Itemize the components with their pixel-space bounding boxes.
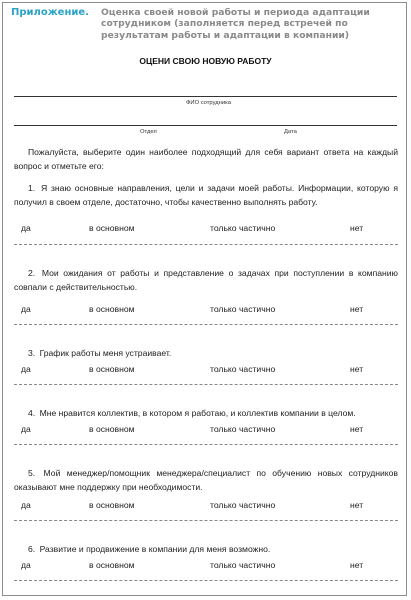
option-no[interactable]: нет: [350, 500, 364, 510]
option-partly[interactable]: только частично: [210, 304, 276, 314]
question-6: [14, 542, 398, 556]
answer-line-5[interactable]: [14, 520, 398, 521]
option-mostly[interactable]: в основном: [89, 223, 135, 233]
option-mostly[interactable]: в основном: [89, 500, 135, 510]
question-number: 2.: [28, 268, 36, 278]
answer-line-2[interactable]: [14, 324, 398, 325]
answer-options-3: [3, 364, 407, 376]
instructions-text: Пожалуйста, выберите один наиболее подходящий для себя вариант ответа на каждый вопрос и отметьте его:: [14, 147, 398, 171]
question-text: Мои ожидания от работы и представление о задачах при поступлении в компанию совпали с действительностью.: [14, 268, 399, 292]
answer-line-3[interactable]: [14, 384, 398, 385]
question-number: 6.: [28, 544, 36, 554]
instructions: [14, 145, 398, 173]
option-no[interactable]: нет: [350, 560, 364, 570]
option-mostly[interactable]: в основном: [89, 560, 135, 570]
answer-options-6: [3, 560, 407, 572]
option-yes[interactable]: да: [21, 424, 31, 434]
option-yes[interactable]: да: [21, 223, 31, 233]
option-yes[interactable]: да: [21, 364, 31, 374]
option-yes[interactable]: да: [21, 500, 31, 510]
fio-line[interactable]: [14, 96, 397, 97]
option-partly[interactable]: только частично: [210, 424, 276, 434]
answer-options-4: [3, 424, 407, 436]
option-partly[interactable]: только частично: [210, 223, 276, 233]
question-number: 5.: [28, 468, 36, 478]
option-mostly[interactable]: в основном: [89, 424, 135, 434]
answer-options-1: [3, 223, 407, 235]
fio-caption: ФИО сотрудника: [186, 100, 231, 106]
question-3: [14, 346, 398, 360]
option-partly[interactable]: только частично: [210, 560, 276, 570]
answer-line-4[interactable]: [14, 444, 398, 445]
option-no[interactable]: нет: [350, 424, 364, 434]
question-number: 1.: [28, 183, 36, 193]
date-caption: Дата: [284, 129, 297, 135]
appendix-label: Приложение.: [11, 7, 89, 18]
appendix-title: Оценка своей новой работы и периода адаптации сотрудником (заполняется перед встречей по результатам работы и адаптации в компании): [101, 7, 370, 41]
answer-options-5: [3, 500, 407, 512]
question-number: 4.: [28, 408, 36, 418]
question-4: [14, 406, 398, 420]
option-no[interactable]: нет: [350, 364, 364, 374]
question-text: График работы меня устраивает.: [39, 348, 172, 358]
option-no[interactable]: нет: [350, 223, 364, 233]
form-title: ОЦЕНИ СВОЮ НОВУЮ РАБОТУ: [139, 56, 272, 66]
appendix-header: [11, 7, 403, 47]
option-partly[interactable]: только частично: [210, 364, 276, 374]
question-text: Я знаю основные направления, цели и задачи моей работы. Информации, которую я получил в своем отделе, достаточно, чтобы качественно выполнять работу.: [14, 183, 398, 207]
question-5: [14, 466, 398, 494]
question-text: Мой менеджер/помощник менеджера/специалист по обучению новых сотрудников оказывают мне поддержку при необходимости.: [14, 468, 399, 492]
dept-caption: Отдел: [140, 129, 157, 135]
option-mostly[interactable]: в основном: [89, 364, 135, 374]
question-1: [14, 181, 398, 209]
answer-line-1[interactable]: [14, 244, 398, 245]
questionnaire-sheet: [2, 2, 407, 596]
question-text: Развитие и продвижение в компании для меня возможно.: [39, 544, 271, 554]
answer-line-6[interactable]: [14, 580, 398, 581]
question-text: Мне нравится коллектив, в котором я работаю, и коллектив компании в целом.: [39, 408, 356, 418]
option-no[interactable]: нет: [350, 304, 364, 314]
option-yes[interactable]: да: [21, 560, 31, 570]
dept-date-line[interactable]: [14, 125, 397, 126]
option-partly[interactable]: только частично: [210, 500, 276, 510]
option-mostly[interactable]: в основном: [89, 304, 135, 314]
question-2: [14, 266, 398, 294]
question-number: 3.: [28, 348, 36, 358]
answer-options-2: [3, 304, 407, 316]
option-yes[interactable]: да: [21, 304, 31, 314]
